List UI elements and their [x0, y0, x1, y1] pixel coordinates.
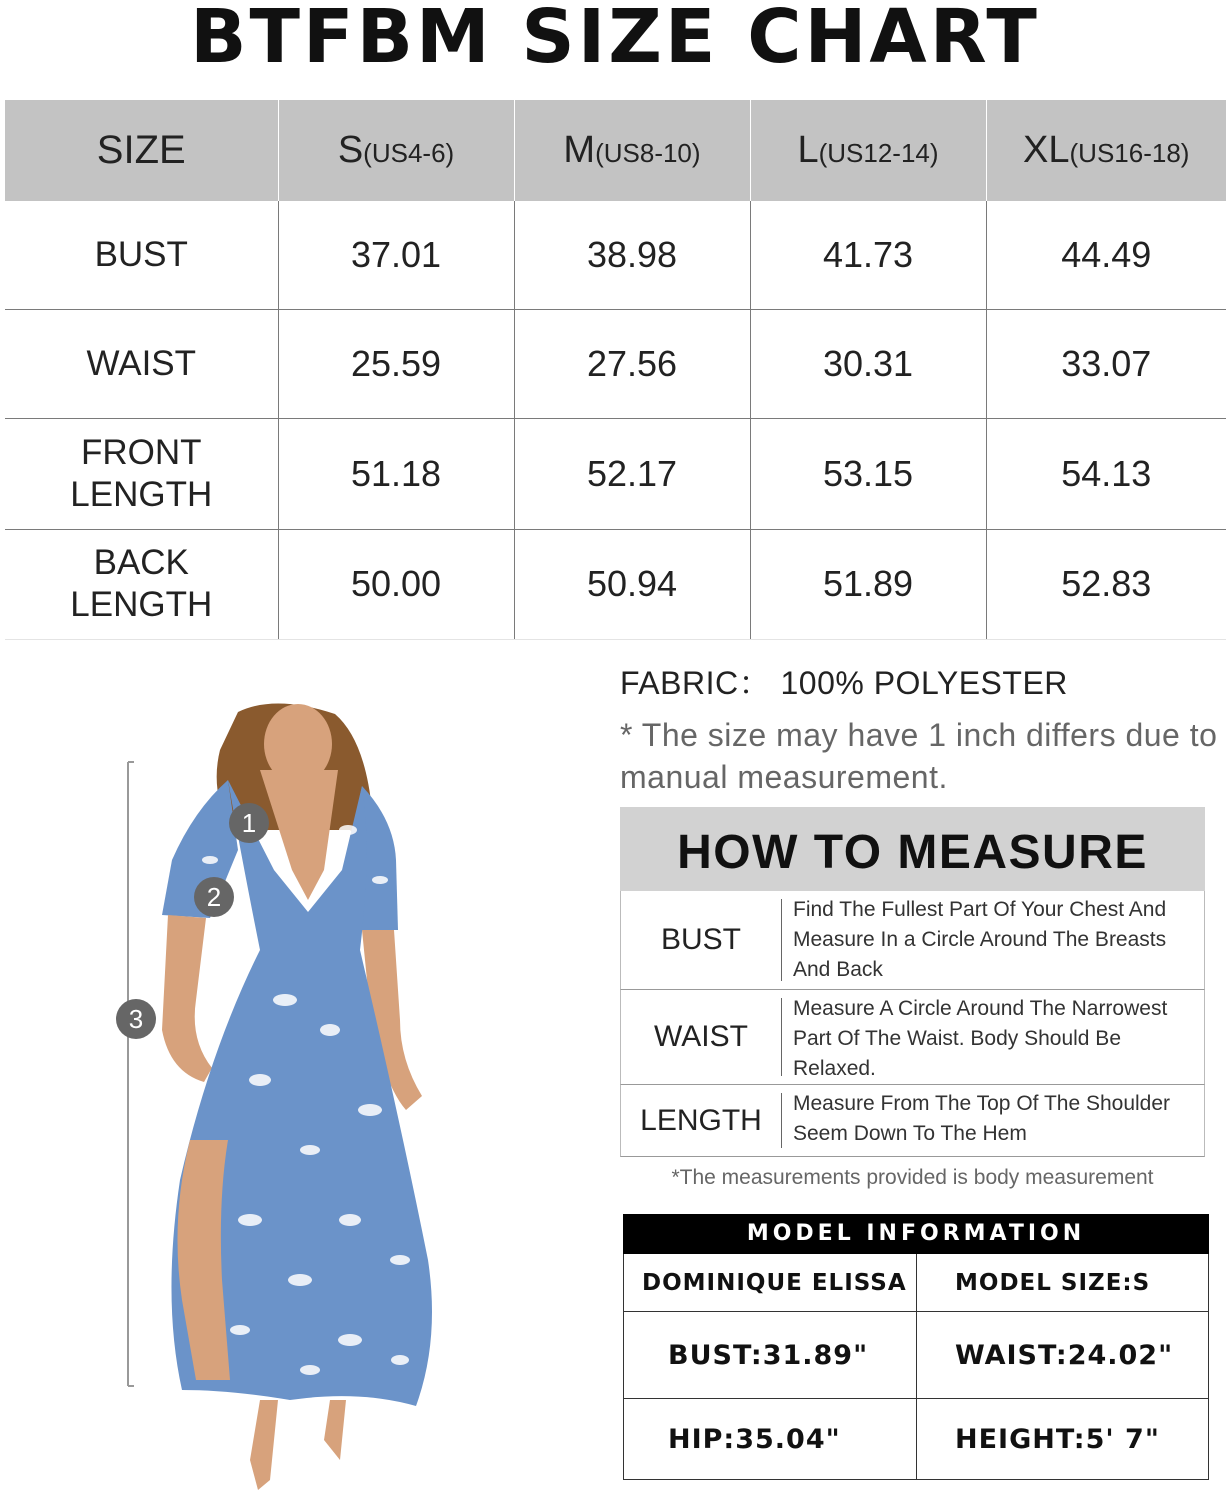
table-cell: 52.83 [986, 529, 1226, 639]
divider [781, 899, 782, 981]
size-chart-table [5, 100, 1226, 640]
model-size: MODEL SIZE:S [955, 1269, 1151, 1296]
table-row [5, 529, 1226, 639]
size-header-l: L(US12-14) [750, 100, 986, 201]
page-title: BTFBM SIZE CHART [190, 0, 1040, 80]
model-row [624, 1312, 1208, 1399]
model-row [624, 1399, 1208, 1479]
size-header-label: SIZE [5, 100, 278, 201]
divider [781, 998, 782, 1076]
table-row [5, 201, 1226, 309]
table-cell: 30.31 [750, 309, 986, 418]
measure-description: Measure A Circle Around The Narrowest Part Of The Waist. Body Should Be Relaxed. [793, 997, 1168, 1080]
measure-label: WAIST [654, 1020, 748, 1053]
size-header-xl: XL(US16-18) [986, 100, 1226, 201]
measurement-footnote: *The measurements provided is body measurement [671, 1166, 1154, 1189]
table-cell: 50.00 [278, 529, 514, 639]
marker-1: 1 [229, 803, 269, 843]
table-cell: 25.59 [278, 309, 514, 418]
marker-3: 3 [116, 999, 156, 1039]
model-waist: WAIST:24.02" [955, 1339, 1174, 1371]
size-header-row [5, 100, 1226, 201]
model-figure [110, 700, 450, 1500]
table-cell: 44.49 [986, 201, 1226, 309]
row-label-front-length: FRONT LENGTH [5, 418, 278, 529]
model-information-title: MODEL INFORMATION [623, 1214, 1209, 1254]
table-row [5, 418, 1226, 529]
row-label-waist: WAIST [5, 309, 278, 418]
how-to-measure-title: HOW TO MEASURE [620, 807, 1205, 891]
row-label-back-length: BACK LENGTH [5, 529, 278, 639]
table-row [5, 309, 1226, 418]
table-cell: 51.89 [750, 529, 986, 639]
measure-label: BUST [660, 923, 741, 956]
size-note: * The size may have 1 inch differs due to manual measurement. [620, 717, 1218, 795]
table-cell: 54.13 [986, 418, 1226, 529]
model-row [624, 1254, 1208, 1312]
table-cell: 50.94 [514, 529, 750, 639]
table-cell: 38.98 [514, 201, 750, 309]
model-information-grid [623, 1254, 1209, 1480]
measure-row [620, 990, 1205, 1085]
table-cell: 41.73 [750, 201, 986, 309]
measure-label: LENGTH [640, 1103, 762, 1137]
model-hip: HIP:35.04" [624, 1399, 917, 1479]
table-cell: 37.01 [278, 201, 514, 309]
model-bust: BUST:31.89" [624, 1312, 917, 1398]
how-to-measure [620, 807, 1205, 1157]
size-header-m: M(US8-10) [514, 100, 750, 201]
table-cell: 33.07 [986, 309, 1226, 418]
table-cell: 27.56 [514, 309, 750, 418]
measure-row [620, 1085, 1205, 1157]
divider [781, 1093, 782, 1148]
model-information [623, 1214, 1209, 1480]
marker-2: 2 [194, 877, 234, 917]
fabric-info: FABRIC： 100% POLYESTER [620, 665, 1068, 701]
model-height: HEIGHT:5' 7" [955, 1423, 1160, 1455]
table-cell: 53.15 [750, 418, 986, 529]
measure-description: Measure From The Top Of The Shoulder Seem Down To The Hem [793, 1092, 1171, 1145]
row-label-bust: BUST [5, 201, 278, 309]
table-cell: 52.17 [514, 418, 750, 529]
table-cell: 51.18 [278, 418, 514, 529]
model-name: DOMINIQUE ELISSA [624, 1254, 917, 1311]
measure-row [620, 891, 1205, 990]
size-header-s: S(US4-6) [278, 100, 514, 201]
measure-description: Find The Fullest Part Of Your Chest And Measure In a Circle Around The Breasts And Back [793, 898, 1167, 981]
model-dress-illustration [110, 700, 450, 1500]
